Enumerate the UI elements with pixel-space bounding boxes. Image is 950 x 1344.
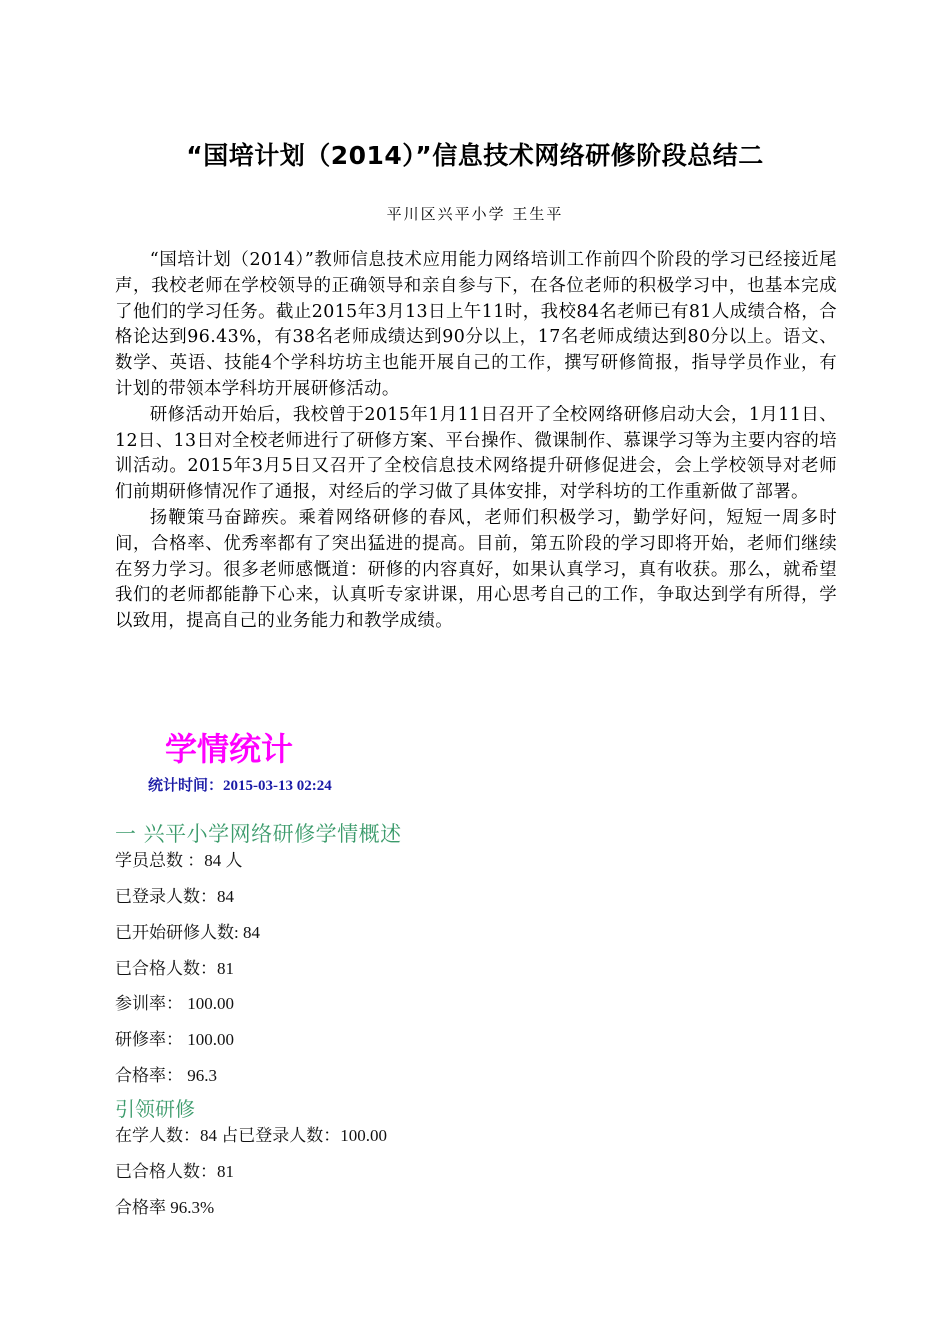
stats-heading: 学情统计 — [165, 730, 294, 768]
body-paragraph: 扬鞭策马奋蹄疾。乘着网络研修的春风，老师们积极学习，勤学好问，短短一周多时间，合格率、优秀率都有了突出猛进的提高。目前，第五阶段的学习即将开始，老师们继续在努力学习。很多老师感慨道：研修的内容真好，如果认真学习，真有收获。那么，就希望我们的老师都能静下心来，认真听专家讲课，用心思考自己的工作，争取达到学有所得，学以致用，提高自己的业务能力和教学成绩。 — [115, 507, 837, 632]
section-heading: 一 兴平小学网络研修学情概述 — [115, 822, 402, 846]
stat-enrolled: 在学人数：84 占已登录人数：100.00 — [115, 1126, 387, 1145]
stat-study-rate: 研修率： 100.00 — [115, 1030, 234, 1049]
stat-started: 已开始研修人数: 84 — [115, 923, 260, 942]
stat-total-students: 学员总数 ：84 人 — [115, 851, 243, 870]
stat-participation-rate: 参训率： 100.00 — [115, 994, 234, 1013]
document-author: 平川区兴平小学 王生平 — [386, 205, 564, 223]
stat-logged-in: 已登录人数：84 — [115, 887, 234, 906]
body-paragraph: “国培计划（2014）”教师信息技术应用能力网络培训工作前四个阶段的学习已经接近尾声，我校老师在学校领导的正确领导和亲自参与下，在各位老师的积极学习中，也基本完成了他们的学习任务。截止2015年3月13日上午11时，我校84名老师已有81人成绩合格，合格论达到96.43%，有38名老师成绩达到90分以上，17名老师成绩达到80分以上。语文、数学、英语、技能4个学科坊坊主也能开展自己的工作，撰写研修简报，指导学员作业，有计划的带领本学科坊开展研修活动。 — [115, 250, 837, 399]
stat-sub-pass-rate: 合格率 96.3% — [115, 1198, 215, 1217]
stats-timestamp: 统计时间：2015-03-13 02:24 — [148, 778, 332, 794]
sub-heading: 引领研修 — [115, 1097, 195, 1121]
body-paragraph: 研修活动开始后，我校曾于2015年1月11日召开了全校网络研修启动大会，1月11日、12日、13日对全校老师进行了研修方案、平台操作、微课制作、慕课学习等为主要内容的培训活动。2015年3月5日又召开了全校信息技术网络提升研修促进会，会上学校领导对老师们前期研修情况作了通报，对经后的学习做了具体安排，对学科坊的工作重新做了部署。 — [115, 404, 837, 503]
stat-passed: 已合格人数：81 — [115, 959, 234, 978]
document-title: “国培计划（2014）”信息技术网络研修阶段总结二 — [186, 141, 764, 170]
stat-pass-rate: 合格率： 96.3 — [115, 1066, 217, 1085]
stat-sub-passed: 已合格人数：81 — [115, 1162, 234, 1181]
document-body — [115, 248, 837, 635]
